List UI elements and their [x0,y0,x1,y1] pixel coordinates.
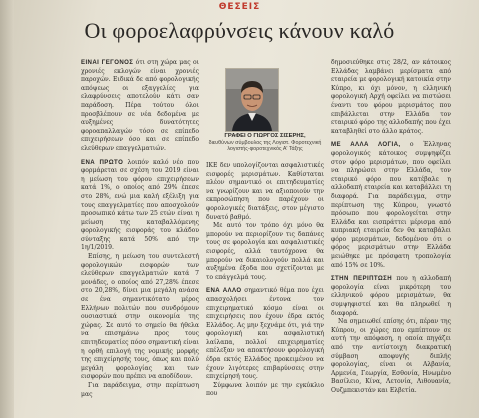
lead-in-5: ΣΤΗΝ ΠΕΡΙΠΤΩΣΗ [331,275,393,283]
lead-in-4: ΜΕ ΑΛΛΑ ΛΟΓΙΑ, [331,141,401,149]
paragraph-6: Με αυτό τον τρόπο όχι μόνο θα μπορούν να περιορίζουν τις δαπάνες τους σε φορολογία και ασφαλιστικές εισφορές, αλλά ταυτόχρονα θα μπορούν να δικαιολογούν πολλά και αυξημένα έξοδα που σχετίζονται με το επάγγελμά τους. [206,222,324,281]
paragraph-9: δημοσιεύθηκε στις 28/2, αν κάτοικος Ελλάδας λαμβάνει μερίσματα από εταιρεία με φορολογική κατοικία στην Κύπρο, κι όχι μόνον, η ελληνική φορολογική Αρχή οφείλει να πιστώσει έναντι του φόρου μερισμάτος που επιβάλλεται στην Ελλάδα τον εταιρικό φόρο της αλλοδαπής που έχει καταβληθεί στο άλλο κράτος. [331,59,451,135]
section-kicker: ΘΕΣΕΙΣ [218,2,261,12]
page-fold-shadow [0,0,14,418]
paragraph-12: Να σημειωθεί επίσης ότι, πέραν της Κύπρου, οι χώρες που εμπίπτουν σε αυτή την απόφαση, η οποία πηγάζει από την αντίστοιχη διακρατική σύμβαση αποφυγής διπλής φορολογίας, είναι οι Αλβανία, Αρμενία, Γεωργία, Εσθονία, Ηνωμένο Βασίλειο, Κίνα, Λετονία, Λιθουανία, Ουζμπεκιστάν και Ελβετία. [331,318,451,394]
author-photo [226,69,278,131]
paragraph-3: Επίσης, η μείωση του συντελεστή φορολογικών εισφορών των ελεύθερων επαγγελματιών κατά 7 μονάδες, ο οποίος από 27,28% έπεσε στο 20,28%, δίνει μια μεγάλη ανάσα σε ένα σημαντικότατο μέρος Ελλήνων πολιτών που συνδρόμουν ουσιαστικά στην οικονομία της χώρας. Σε αυτό το σημείο θα ήθελα να επισημάνω προς τους επιτηδευματίες πόσο σημαντική είναι η ορθή επιλογή της νομικής μορφής της επιχείρησής τους, όπως και πολύ μεγάλη φορολογίας και των εισφορών που πρέπει να αποδίδουν. [81,253,199,381]
lead-in-1: ΕΙΝΑΙ ΓΕΓΟΝΟΣ [81,59,134,66]
lead-in-2: ΕΝΑ ΠΡΩΤΟ [81,158,124,166]
author-role-2: λογιστής-φοροτεχνικός Α' Τάξης [227,146,303,153]
author-caption [206,133,324,153]
author-portrait [225,68,279,132]
author-role: διευθύνων σύμβουλος της Λογιστ. Φοροτεχνική [208,139,322,146]
lead-in-3: ΕΝΑ ΑΛΛΟ [206,287,242,295]
page-headline: Οι φοροελαφρύνσεις κάνουν καλό [84,18,395,43]
paragraph-8: Σύμφωνα λοιπόν με την εγκύκλιο που [206,381,324,398]
article-column-3 [331,59,451,411]
paragraph-11: που η αλλοδαπή φορολογία είναι μικρότερη του ελληνικού φόρου μερισμάτων, θα συμψηφιστεί και θα πληρωθεί η διαφορά. [331,275,451,317]
paragraph-2: λοιπόν καλό νέο που φορμάρεται σε σχέση του 2019 είναι η μείωση του φόρου επιχειρήσεων κατά 1%, ο οποίος από 29% έπεσε στο 28%, ενώ μια καλή εξέλιξη για τους επαγγελματίες που αποσχολούν προσωπικό κάτω των 25 ετών είναι η μείωση της καταβαλλόμενης φορολογικής εισφοράς του κλάδου σύνταξης κατά 50% από την 1η/1/2019. [81,158,199,252]
paragraph-5: ΙΚΕ δεν υπολογίζονται ασφαλιστικές εισφορές μερισμάτων. Καθίσταται πλέον σημαντικό οι επιτηδευματίες να γνωρίζουν και να αξιοποιούν την εκπροσώπηση που παρέχουν οι φορολογικές διατάξεις, στον μέγιστο δυνατό βαθμό. [206,162,324,221]
paragraph-1: ότι στη χώρα μας οι χρονιές εκλογών είναι χρονιές παροχών. Ειδικά δε από φορολογικής απόψεως οι εξαγγελίες για ελαφρύνσεις αποτελούν κάτι σαν παράδοση. Πέρα τούτου όλοι προσβλέπουν σε νέα δεδομένα με αυξημένες δυνατότητες φοροαπαλλαγών τόσο σε επίπεδο επιχειρήσεων όσο και σε επίπεδο ελεύθερων επαγγελματιών. [81,59,200,152]
paragraph-4: Για παράδειγμα, στην περίπτωση μας [81,381,199,398]
author-name: ΓΡΑΦΕΙ Ο ΓΙΩΡΓΟΣ ΣΙΣΕΡΗΣ, [224,133,306,139]
article-column-2 [206,162,324,414]
article-column-1 [81,59,200,398]
paragraph-7: σημαντικό θέμα που έχει απασχολήσει έντονα τον επιχειρηματικό κόσμο είναι οι επιχειρήσεις που έχουν έδρα εκτός Ελλάδος. Ας μην ξεχνάμε ότι, γιά την φορολογική και ασφαλιστική λαίλαπα, πολλοί επιχειρηματίες επέλεξαν να αποκτήσουν φορολογική έδρα εκτός Ελλάδος προκειμένου να έχουν λιγότερες επιβαρύνσεις στην επιχείρησή τους. [206,287,325,381]
paragraph-10: ο Έλληνας φορολογικός κάτοικος συμψηφίζει στον φόρο μερισμάτων, που οφείλει να πληρώσει στην Ελλάδα, τον εταιρικό φόρο που κατέβαλε η αλλοδαπή εταιρεία και καταβάλλει τη διαφορά. Για παράδειγμα, στην περίπτωση της Κύπρου, γνωστό πρόσωπο που φορολογείται στην Ελλάδα και εισπράττει μέρισμα από κυπριακή εταιρεία δεν θα καταβάλει φόρο μερισμάτων, δεδομένου ότι ο φόρος μερισμάτων στην Ελλάδα μειώθηκε με πρόσφατη τροπολογία από 15% σε 10%. [331,141,452,269]
